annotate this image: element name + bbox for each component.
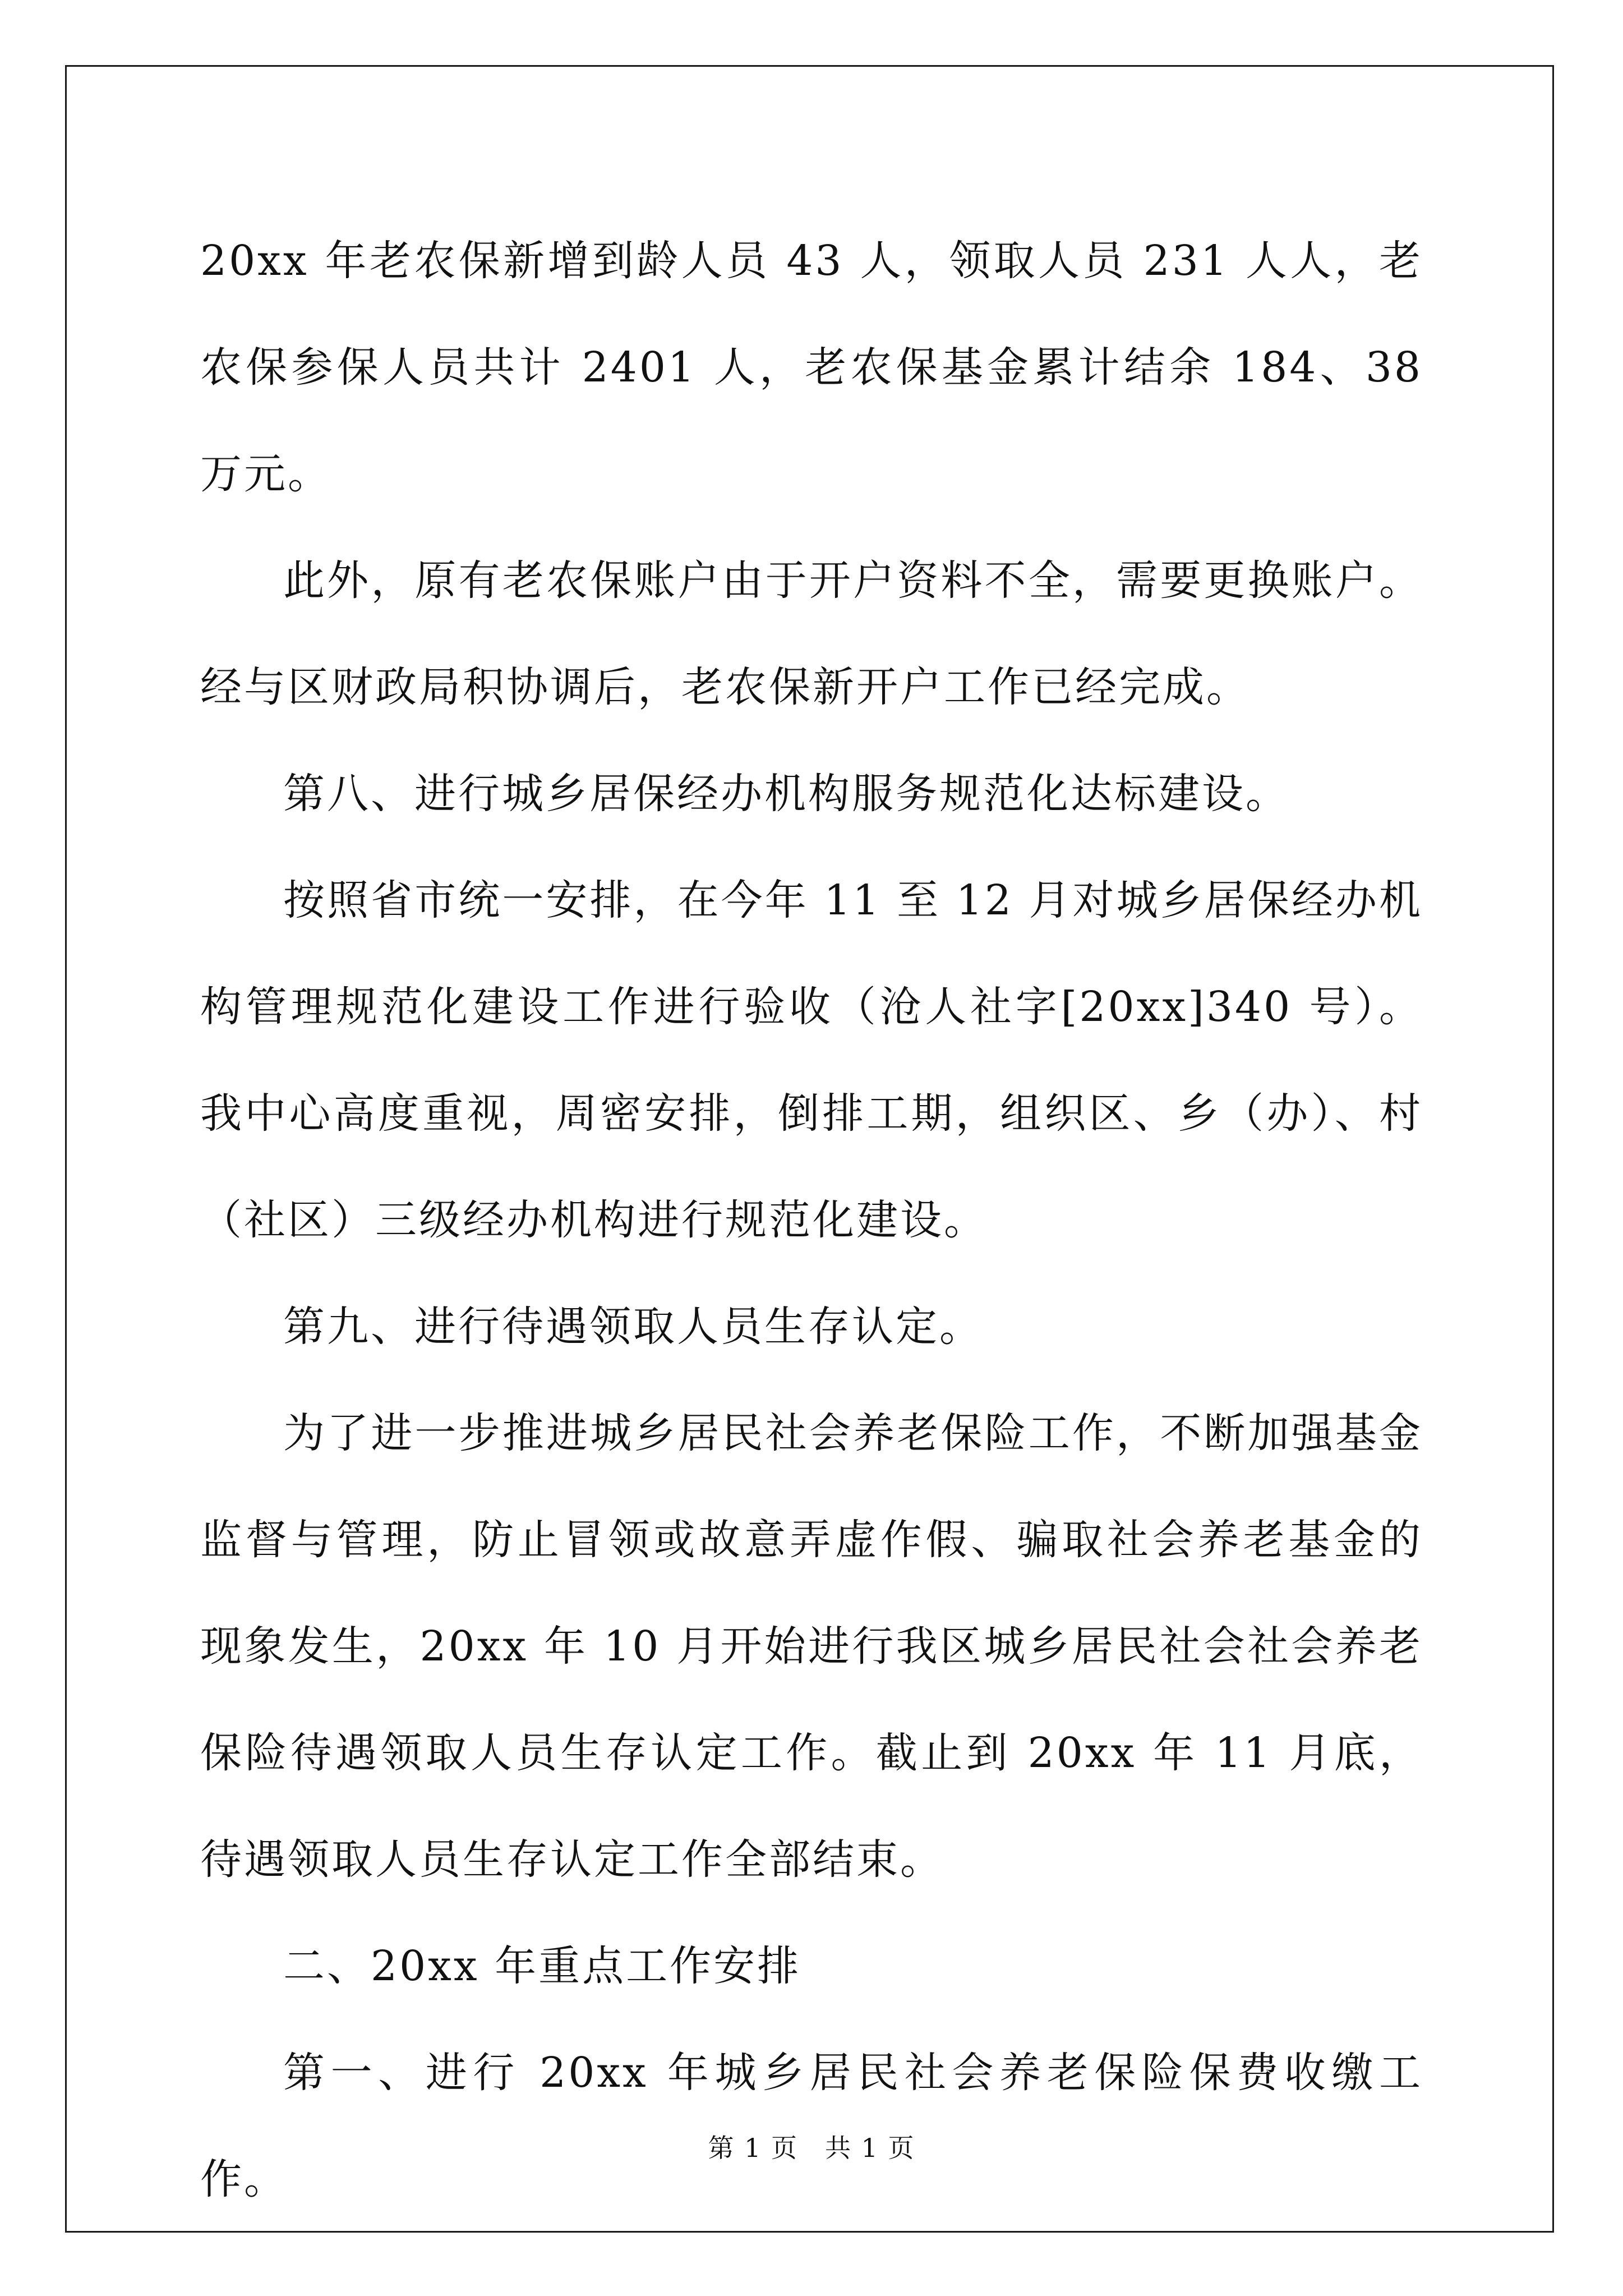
section-heading: 二、20xx 年重点工作安排: [283, 1942, 801, 1990]
paragraph-5-heading: 第九、进行待遇领取人员生存认定。: [283, 1303, 983, 1351]
paragraph-8-heading: 第一、进行 20xx 年城乡居民社会养老保险保费收缴工作。: [200, 2049, 1423, 2203]
paragraph-2: 此外，原有老农保账户由于开户资料不全，需要更换账户。经与区财政局积协调后，老农保新开户工作已经完成。: [200, 556, 1423, 711]
page-footer: 第 1 页 共 1 页: [708, 2133, 915, 2163]
paragraph-1: 20xx 年老农保新增到龄人员 43 人，领取人员 231 人人，老农保参保人员共计 2401 人，老农保基金累计结余 184、38 万元。: [200, 237, 1423, 498]
document-body: [200, 208, 1423, 2233]
paragraph-4: 按照省市统一安排，在今年 11 至 12 月对城乡居保经办机构管理规范化建设工作进行验收（沧人社字[20xx]340 号）。我中心高度重视，周密安排，倒排工期，组织区、乡（办）、村（社区）三级经办机构进行规范化建设。: [200, 876, 1423, 1244]
paragraph-3-heading: 第八、进行城乡居保经办机构服务规范化达标建设。: [283, 770, 1289, 818]
paragraph-6: 为了进一步推进城乡居民社会养老保险工作，不断加强基金监督与管理，防止冒领或故意弄虚作假、骗取社会养老基金的现象发生，20xx 年 10 月开始进行我区城乡居民社会社会养老保险待遇领取人员生存认定工作。截止到 20xx 年 11 月底，待遇领取人员生存认定工作全部结束。: [200, 1409, 1423, 1884]
